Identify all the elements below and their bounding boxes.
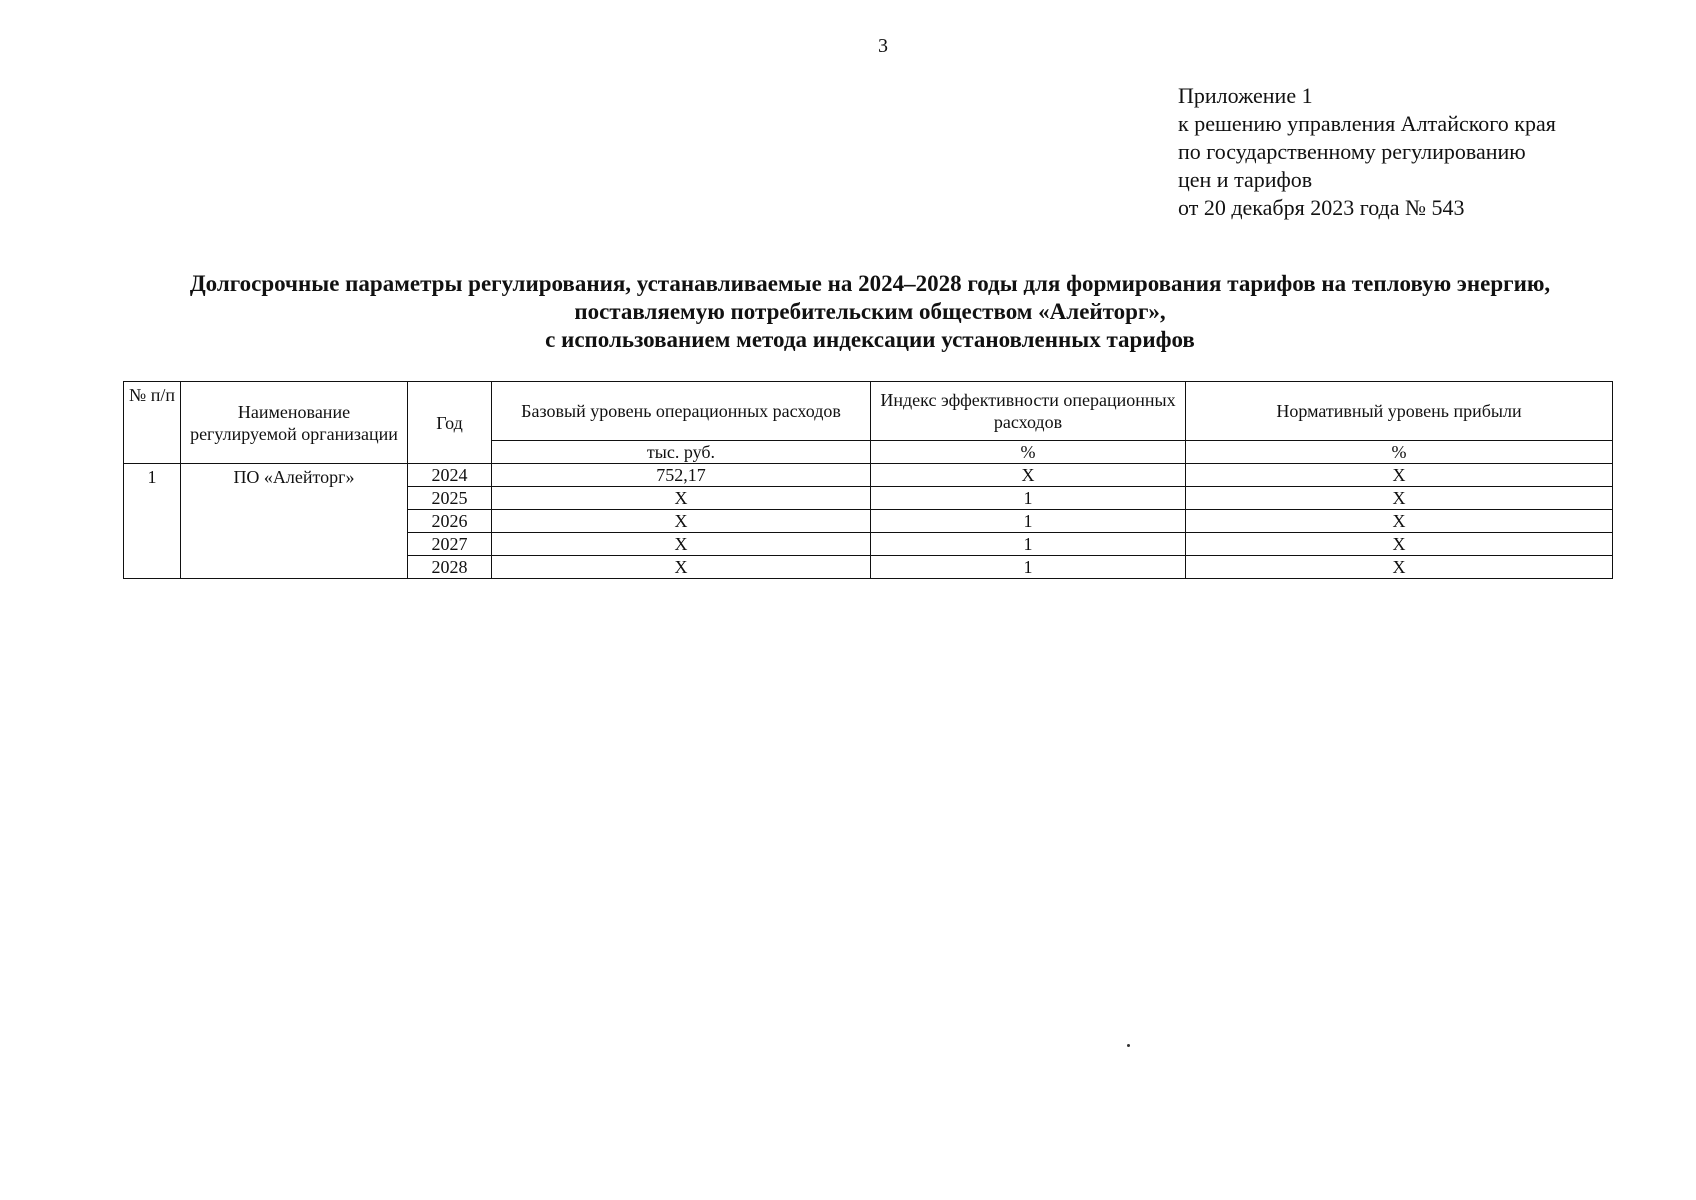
header-profit: Нормативный уровень прибыли [1186,382,1613,441]
cell-year: 2025 [408,487,492,510]
appendix-line: цен и тарифов [1178,167,1313,192]
unit-profit: % [1186,441,1613,464]
cell-org: ПО «Алейторг» [181,464,408,579]
cell-index: 1 [871,556,1186,579]
cell-year: 2028 [408,556,492,579]
appendix-line: Приложение 1 [1178,83,1313,108]
title-line: поставляемую потребительским обществом «Алейторг», [574,299,1166,324]
cell-profit: X [1186,487,1613,510]
cell-index: 1 [871,533,1186,556]
header-num: № п/п [124,382,181,464]
page-number: 3 [878,35,888,57]
cell-profit: X [1186,510,1613,533]
parameters-table [123,381,1613,579]
unit-index: % [871,441,1186,464]
cell-profit: X [1186,556,1613,579]
cell-base: X [492,556,871,579]
cell-index: 1 [871,487,1186,510]
appendix-line: по государственному регулированию [1178,139,1526,164]
cell-index: X [871,464,1186,487]
appendix-line: к решению управления Алтайского края [1178,111,1556,136]
header-index: Индекс эффективности операционных расходов [871,382,1186,441]
cell-index: 1 [871,510,1186,533]
appendix-line: от 20 декабря 2023 года № 543 [1178,195,1465,220]
cell-year: 2027 [408,533,492,556]
header-year: Год [408,382,492,464]
cell-num: 1 [124,464,181,579]
unit-base: тыс. руб. [492,441,871,464]
cell-base: 752,17 [492,464,871,487]
scan-speck [1127,1044,1130,1047]
cell-year: 2024 [408,464,492,487]
header-base: Базовый уровень операционных расходов [492,382,871,441]
header-org: Наименование регулируемой организации [181,382,408,464]
appendix-block [1178,82,1556,222]
cell-profit: X [1186,533,1613,556]
title-line: с использованием метода индексации установленных тарифов [545,327,1195,352]
table-header-row [124,382,1613,441]
cell-base: X [492,487,871,510]
cell-base: X [492,533,871,556]
title-line: Долгосрочные параметры регулирования, устанавливаемые на 2024–2028 годы для формирования тарифов на тепловую энергию, [189,271,1551,296]
document-title [110,270,1630,354]
cell-year: 2026 [408,510,492,533]
cell-base: X [492,510,871,533]
table-row [124,464,1613,487]
cell-profit: X [1186,464,1613,487]
